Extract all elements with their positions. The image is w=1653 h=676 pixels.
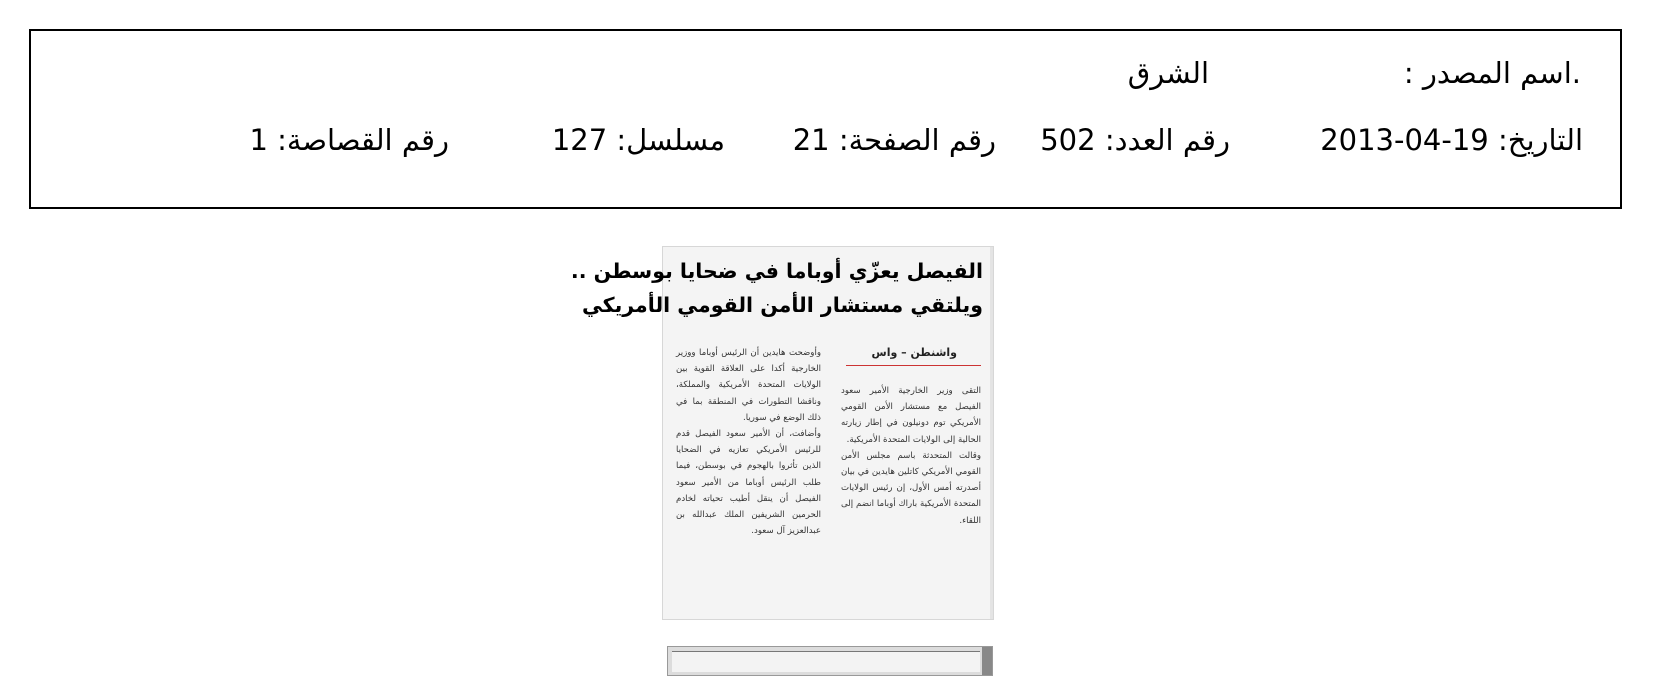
serial-field <box>552 123 725 157</box>
source-line <box>1404 56 1581 90</box>
issue-field <box>1040 123 1230 157</box>
paragraph: وأضافت، أن الأمير سعود الفيصل قدم للرئيس الأمريكي تعازيه في الضحايا الذين تأثروا بالهجوم في بوسطن، فيما طلب الرئيس أوباما من الأمير سعود الفيصل أن ينقل أطيب تحياته لخادم الحرمين الشريفين الملك عبدالله بن عبدالعزيز آل سعود. <box>676 429 821 537</box>
clipping-label: رقم القصاصة: <box>277 123 449 157</box>
issue-label: رقم العدد: <box>1104 123 1230 157</box>
source-value-line <box>1128 56 1209 90</box>
serial-label: مسلسل: <box>616 123 725 157</box>
metadata-box <box>29 29 1622 209</box>
byline-divider <box>846 365 981 366</box>
second-clipping-edge <box>982 647 992 675</box>
paragraph: وأوضحت هايدين أن الرئيس أوباما ووزير الخارجية أكدا على العلاقة القوية بين الولايات المتحدة الأمريكية والمملكة، وناقشا التطورات في المنطقة بما في ذلك الوضع في سوريا. <box>676 348 821 423</box>
paragraph: التقى وزير الخارجية الأمير سعود الفيصل مع مستشار الأمن القومي الأمريكي توم دونيلون في إطار زيارته الحالية إلى الولايات المتحدة الأمريكية. <box>841 386 981 445</box>
serial-value: 127 <box>551 123 608 157</box>
paragraph: وقالت المتحدثة باسم مجلس الأمن القومي الأمريكي كاتلين هايدين في بيان أصدرته أمس الأول، إن رئيس الولايات المتحدة الأمريكية باراك أوباما انضم إلى اللقاء. <box>841 450 981 526</box>
page-field <box>793 123 996 157</box>
issue-value: 502 <box>1040 123 1096 157</box>
clipping-value: 1 <box>249 123 268 157</box>
date-value: 2013-04-19 <box>1320 123 1489 157</box>
newspaper-clipping-image <box>570 246 994 620</box>
article-column-right <box>841 383 981 529</box>
date-field <box>1320 123 1583 157</box>
page-label: رقم الصفحة: <box>838 123 996 157</box>
clipping-field <box>249 123 449 157</box>
clipping-edge <box>990 247 993 619</box>
second-clipping-body <box>672 651 980 672</box>
headline-line-1: الفيصل يعزّي أوباما في ضحايا بوسطن .. <box>570 259 983 283</box>
source-label: .اسم المصدر : <box>1403 56 1581 90</box>
date-label: التاريخ: <box>1497 123 1583 157</box>
headline-line-2: ويلتقي مستشار الأمن القومي الأمريكي <box>581 293 983 317</box>
source-value: الشرق <box>1127 56 1209 90</box>
article-column-left <box>676 345 821 539</box>
byline: واشنطن – واس <box>871 346 957 359</box>
page-value: 21 <box>792 123 830 157</box>
second-clipping-image <box>667 646 993 676</box>
